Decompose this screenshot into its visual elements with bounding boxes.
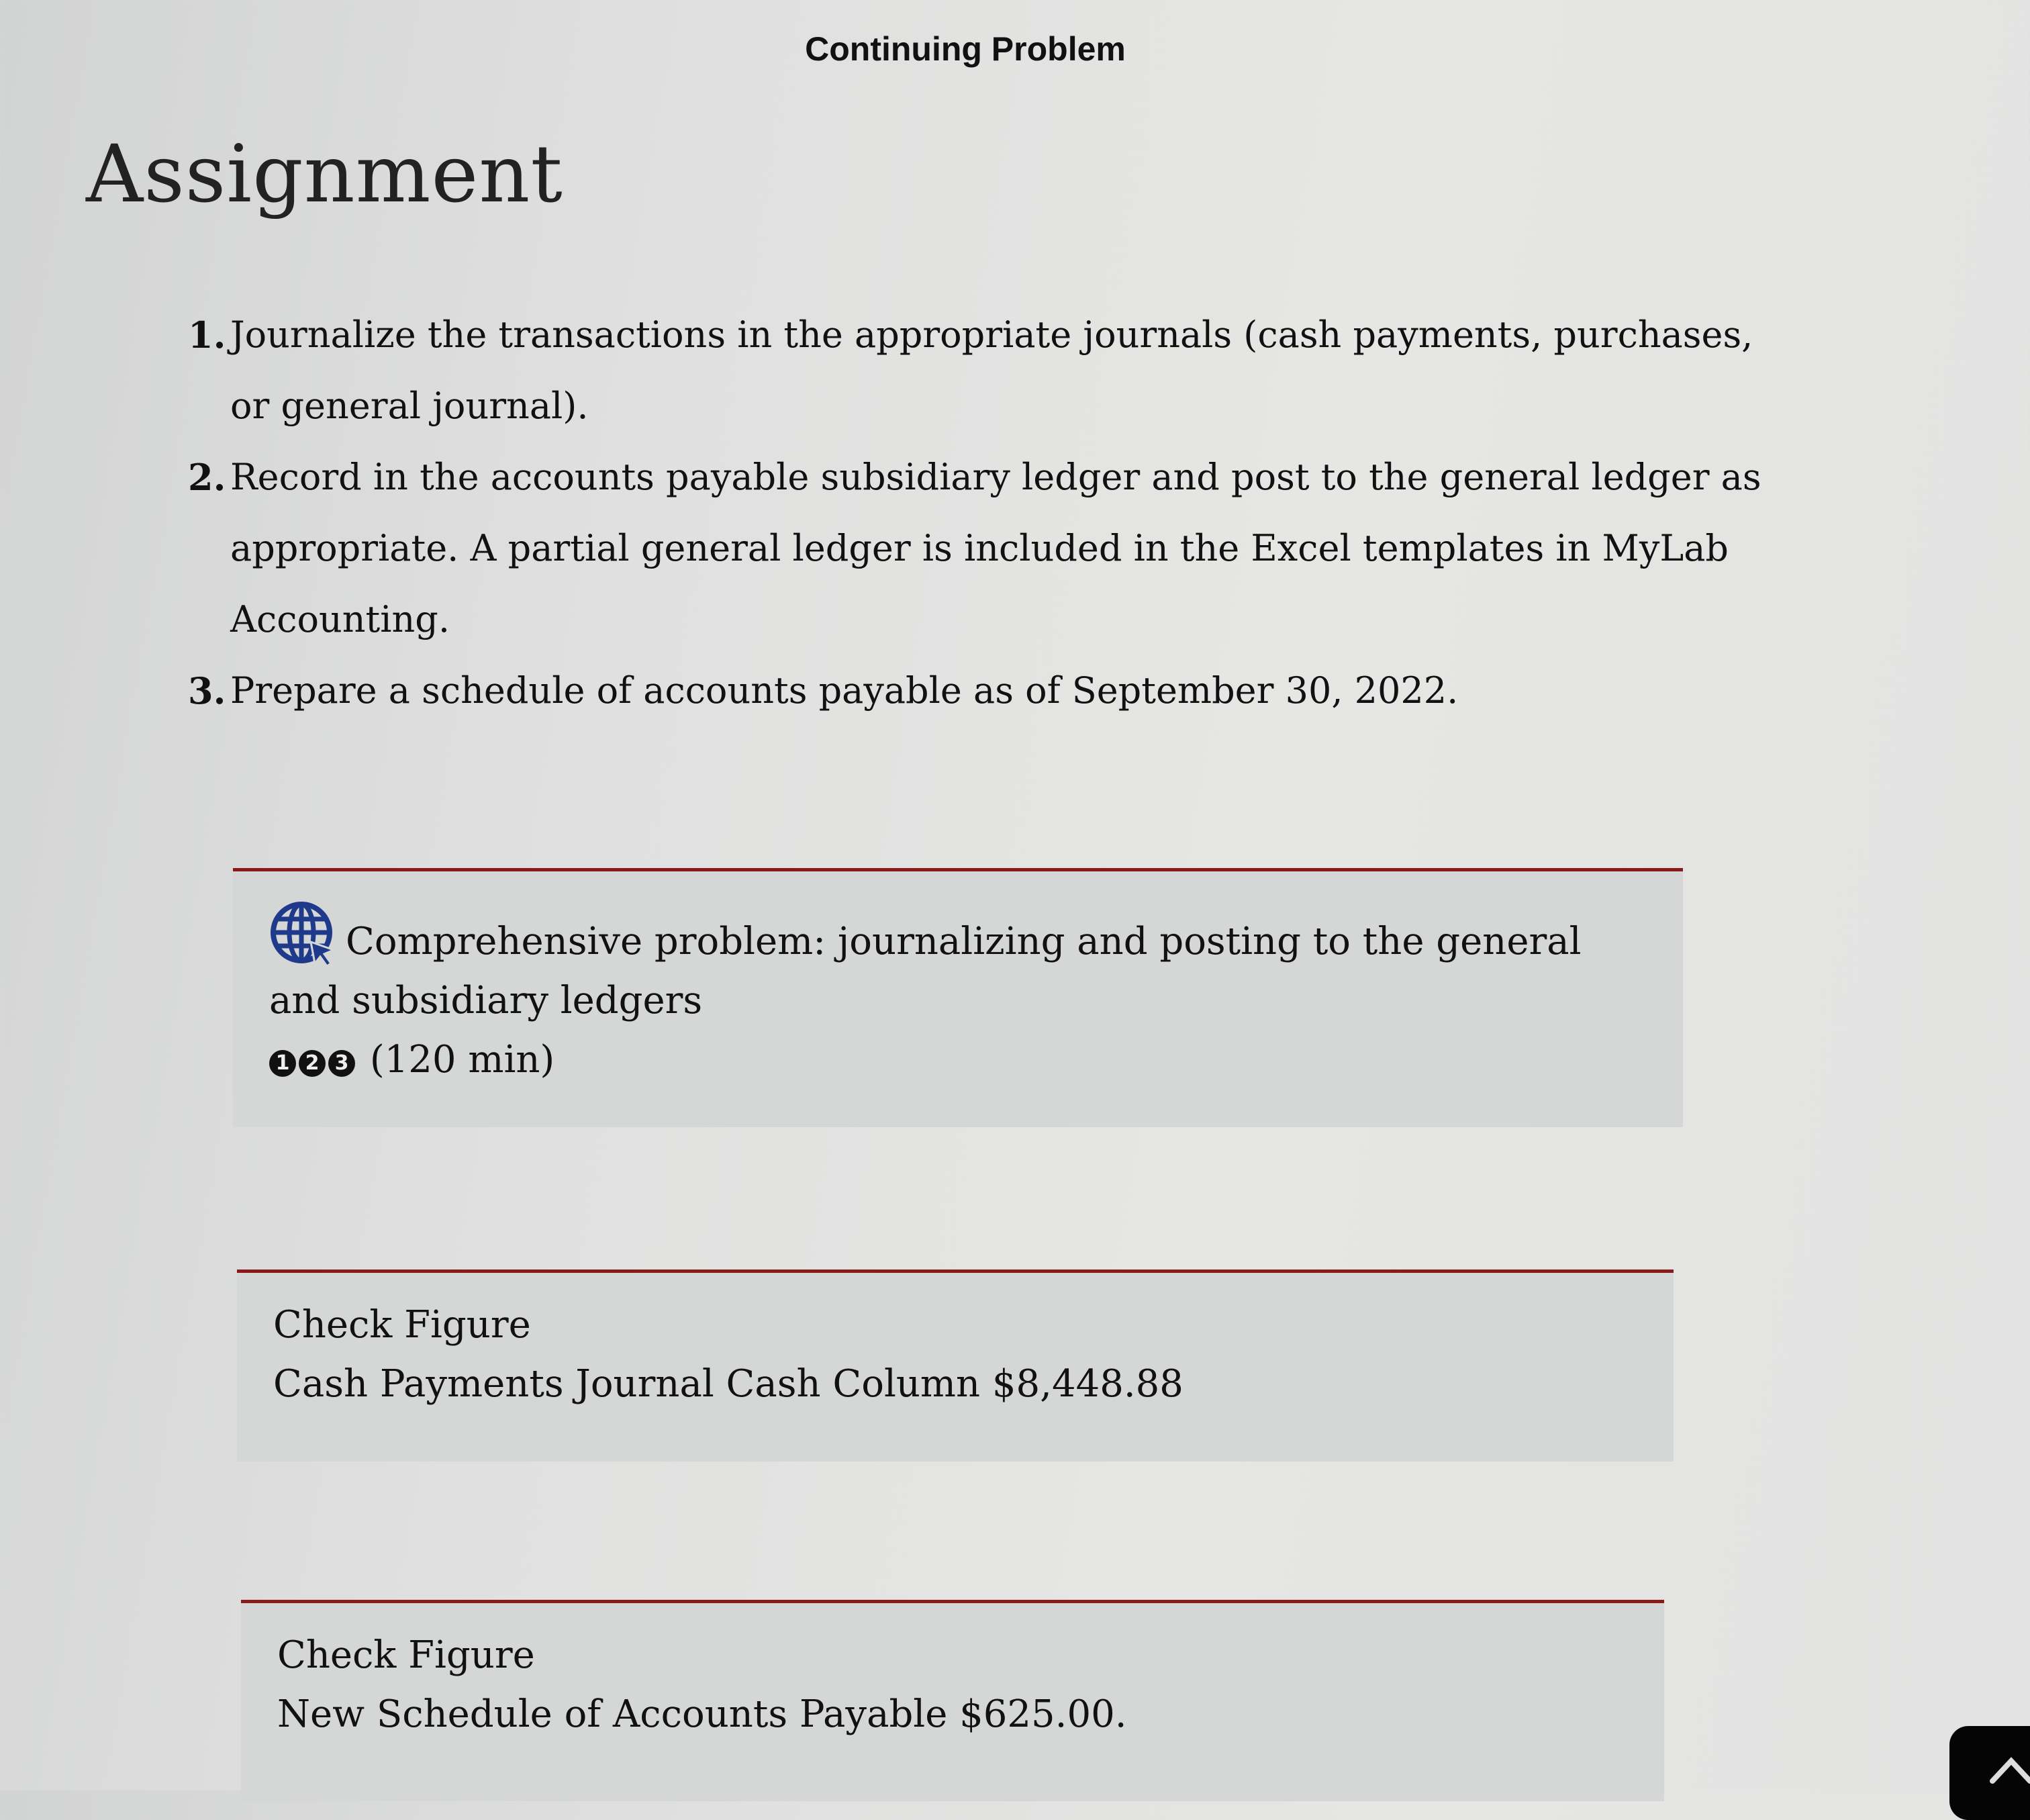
item-number: 3. xyxy=(188,669,226,712)
objective-badge: 1 xyxy=(269,1050,296,1077)
check-figure-text: Cash Payments Journal Cash Column $8,448.88 xyxy=(273,1362,1183,1406)
assignment-heading: Assignment xyxy=(86,128,563,220)
scroll-to-top-button[interactable] xyxy=(1949,1726,2030,1820)
item-number: 2. xyxy=(188,456,226,499)
item-text: Journalize the transactions in the appropriate journals (cash payments, purchases, or general journal). xyxy=(230,314,1753,427)
objective-badge: 3 xyxy=(328,1050,355,1077)
objectives-row xyxy=(269,1031,1683,1090)
check-figure-label: Check Figure xyxy=(277,1633,535,1677)
objective-badge: 2 xyxy=(299,1050,326,1077)
check-figure-text: New Schedule of Accounts Payable $625.00. xyxy=(277,1692,1127,1736)
problem-title: Comprehensive problem: journalizing and posting to the general and subsidiary ledgers xyxy=(269,920,1582,1022)
check-figure-box xyxy=(237,1270,1674,1462)
check-figure-box xyxy=(241,1600,1664,1801)
check-figure-label: Check Figure xyxy=(273,1303,531,1347)
list-item xyxy=(188,442,1772,655)
time-estimate: (120 min) xyxy=(369,1038,555,1082)
globe-cursor-icon xyxy=(269,900,336,967)
item-text: Record in the accounts payable subsidiary ledger and post to the general ledger as appropriate. A partial general ledger is included in the Excel templates in MyLab Accounting. xyxy=(230,456,1761,640)
item-number: 1. xyxy=(188,314,226,356)
item-text: Prepare a schedule of accounts payable as of September 30, 2022. xyxy=(230,669,1459,712)
section-title: Continuing Problem xyxy=(805,30,1126,68)
list-item xyxy=(188,655,1772,726)
chevron-up-icon xyxy=(1990,1753,2030,1786)
assignment-list xyxy=(188,299,1772,726)
list-item xyxy=(188,299,1772,442)
comprehensive-problem-box xyxy=(233,868,1683,1127)
